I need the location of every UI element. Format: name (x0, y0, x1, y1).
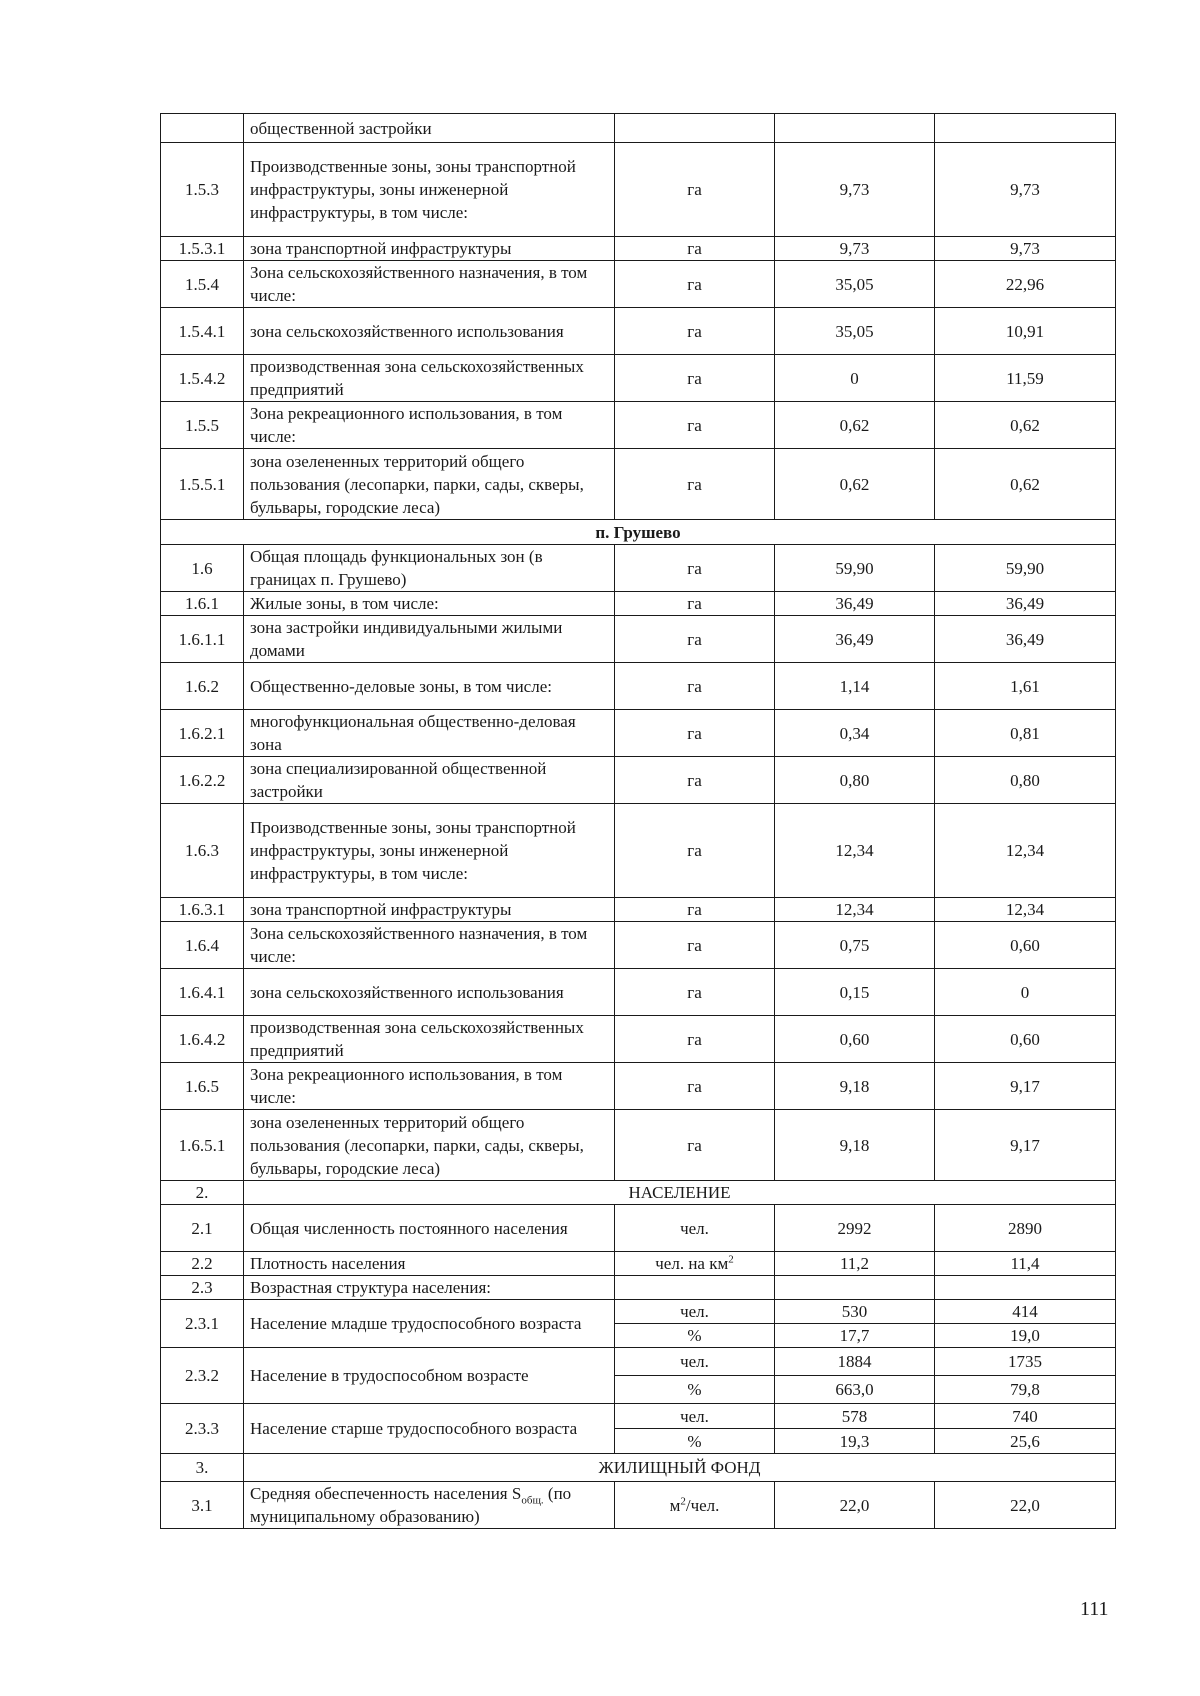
value-col-1: 0,60 (775, 1016, 935, 1063)
row-unit: % (615, 1324, 775, 1348)
value-col-1: 0,75 (775, 922, 935, 969)
row-number: 1.6.3.1 (161, 898, 244, 922)
value-col-1: 663,0 (775, 1376, 935, 1404)
row-name (244, 898, 615, 922)
row-number: 1.5.3 (161, 143, 244, 237)
row-unit-text: га (687, 1135, 702, 1155)
value-col-2 (935, 114, 1116, 143)
value-col-1: 0,15 (775, 969, 935, 1016)
section-row (161, 520, 1116, 545)
row-name (244, 616, 615, 663)
value-col-1: 0,62 (775, 402, 935, 449)
row-unit-text: га (687, 723, 702, 743)
row-unit-text-after: /чел. (685, 1495, 720, 1515)
row-name-text: зона застройки индивидуальными жилыми домами (250, 618, 563, 660)
row-unit-text: га (687, 368, 702, 388)
row-name (244, 114, 615, 143)
row-unit-text: га (687, 558, 702, 578)
row-name-text: Возрастная структура населения: (250, 1278, 491, 1297)
row-name (244, 1252, 615, 1276)
table-row (161, 1252, 1116, 1276)
row-unit: чел. (615, 1300, 775, 1324)
row-name-text: производственная зона сельскохозяйственных предприятий (250, 1018, 584, 1060)
row-unit (615, 757, 775, 804)
row-unit (615, 308, 775, 355)
value-col-2 (935, 1276, 1116, 1300)
row-number: 1.6.1 (161, 592, 244, 616)
row-number: 2.3.1 (161, 1300, 244, 1348)
row-number: 1.5.4.2 (161, 355, 244, 402)
row-unit (615, 1252, 775, 1276)
table-row (161, 969, 1116, 1016)
row-unit (615, 237, 775, 261)
row-unit (615, 898, 775, 922)
table-row (161, 1348, 1116, 1376)
table-row (161, 1205, 1116, 1252)
value-col-1: 1884 (775, 1348, 935, 1376)
table-row (161, 261, 1116, 308)
row-unit (615, 261, 775, 308)
row-unit-text: га (687, 770, 702, 790)
table-row (161, 1276, 1116, 1300)
row-number: 1.6.4.1 (161, 969, 244, 1016)
row-name: Население в трудоспособном возрасте (244, 1348, 615, 1404)
row-name-text: производственная зона сельскохозяйственных предприятий (250, 357, 584, 399)
value-col-1 (775, 114, 935, 143)
row-name-text: Зона сельскохозяйственного назначения, в том числе: (250, 924, 588, 966)
row-number: 1.5.5 (161, 402, 244, 449)
row-name (244, 710, 615, 757)
row-unit-text: га (687, 676, 702, 696)
value-col-2: 9,17 (935, 1063, 1116, 1110)
row-name-text: Зона рекреационного использования, в том числе: (250, 404, 563, 446)
row-number: 1.5.4 (161, 261, 244, 308)
row-unit-superscript: 2 (728, 1253, 734, 1266)
value-col-2: 11,4 (935, 1252, 1116, 1276)
row-unit: % (615, 1429, 775, 1454)
table-row (161, 1110, 1116, 1181)
value-col-2: 36,49 (935, 616, 1116, 663)
row-unit (615, 663, 775, 710)
value-col-2: 9,73 (935, 143, 1116, 237)
row-name (244, 355, 615, 402)
row-name (244, 1482, 615, 1529)
row-unit: чел. (615, 1404, 775, 1429)
row-name-text: Общая площадь функциональных зон (в границах п. Грушево) (250, 547, 543, 589)
value-col-2: 414 (935, 1300, 1116, 1324)
value-col-2: 79,8 (935, 1376, 1116, 1404)
value-col-1: 35,05 (775, 261, 935, 308)
row-number: 2.3.2 (161, 1348, 244, 1404)
indicators-table (160, 113, 1116, 1529)
row-name (244, 1016, 615, 1063)
heading-row (161, 1454, 1116, 1482)
value-col-2: 36,49 (935, 592, 1116, 616)
value-col-1: 11,2 (775, 1252, 935, 1276)
row-number: 1.6.5 (161, 1063, 244, 1110)
value-col-2: 19,0 (935, 1324, 1116, 1348)
value-col-2: 22,96 (935, 261, 1116, 308)
row-unit-text: га (687, 900, 702, 919)
value-col-1: 59,90 (775, 545, 935, 592)
row-unit (615, 1016, 775, 1063)
row-name-text: зона специализированной общественной застройки (250, 759, 547, 801)
row-name-text: зона сельскохозяйственного использования (250, 982, 564, 1002)
row-name (244, 143, 615, 237)
value-col-1 (775, 1276, 935, 1300)
table-row (161, 237, 1116, 261)
row-unit-text: га (687, 415, 702, 435)
table-row (161, 1482, 1116, 1529)
row-unit-text: чел. (680, 1218, 709, 1238)
row-unit-text: га (687, 1029, 702, 1049)
value-col-1: 9,18 (775, 1063, 935, 1110)
table-row (161, 355, 1116, 402)
row-unit-text: га (687, 1076, 702, 1096)
row-number: 1.6.2.2 (161, 757, 244, 804)
row-name (244, 757, 615, 804)
table-row (161, 616, 1116, 663)
row-unit (615, 1063, 775, 1110)
row-unit-text: га (687, 629, 702, 649)
row-unit (615, 545, 775, 592)
row-unit-text: га (687, 474, 702, 494)
row-unit (615, 355, 775, 402)
row-unit-text: га (687, 180, 702, 199)
value-col-1: 36,49 (775, 616, 935, 663)
value-col-1: 1,14 (775, 663, 935, 710)
row-unit (615, 710, 775, 757)
row-name-text: Средняя обеспеченность населения S (250, 1484, 522, 1503)
row-name-text: зона транспортной инфраструктуры (250, 239, 512, 258)
row-name (244, 1063, 615, 1110)
row-unit-text: га (687, 935, 702, 955)
heading-title: ЖИЛИЩНЫЙ ФОНД (244, 1454, 1116, 1482)
row-unit (615, 1482, 775, 1529)
row-unit-text: чел. на км (655, 1254, 729, 1273)
row-name (244, 402, 615, 449)
value-col-1: 19,3 (775, 1429, 935, 1454)
value-col-1: 36,49 (775, 592, 935, 616)
value-col-2: 0,80 (935, 757, 1116, 804)
row-unit: чел. (615, 1348, 775, 1376)
row-unit (615, 143, 775, 237)
row-name-text: Производственные зоны, зоны транспортной инфраструктуры, зоны инженерной инфраструктуры, в том числе: (250, 157, 576, 222)
table-row (161, 1404, 1116, 1429)
row-unit (615, 1276, 775, 1300)
table-row (161, 449, 1116, 520)
value-col-1: 0,62 (775, 449, 935, 520)
row-number: 2.1 (161, 1205, 244, 1252)
row-unit (615, 114, 775, 143)
row-name-text: зона озелененных территорий общего пользования (лесопарки, парки, сады, скверы, бульвары, городские леса) (250, 451, 584, 517)
row-unit-text: га (687, 239, 702, 258)
row-name (244, 922, 615, 969)
row-unit-text: м (669, 1495, 681, 1515)
table-row (161, 757, 1116, 804)
value-col-2: 10,91 (935, 308, 1116, 355)
table-row (161, 114, 1116, 143)
value-col-1: 17,7 (775, 1324, 935, 1348)
table-row (161, 922, 1116, 969)
row-name-text: Общая численность постоянного населения (250, 1218, 568, 1238)
value-col-2: 0,62 (935, 402, 1116, 449)
row-number: 1.6 (161, 545, 244, 592)
row-name (244, 237, 615, 261)
row-number: 1.6.3 (161, 804, 244, 898)
row-unit-superscript: 2 (680, 1494, 686, 1507)
value-col-2: 22,0 (935, 1482, 1116, 1529)
table-row (161, 663, 1116, 710)
table-row (161, 402, 1116, 449)
indicators-table-body (161, 114, 1116, 1529)
row-name: Население старше трудоспособного возраста (244, 1404, 615, 1454)
row-name-text: зона сельскохозяйственного использования (250, 321, 564, 341)
value-col-1: 0,80 (775, 757, 935, 804)
row-name: Население младше трудоспособного возраста (244, 1300, 615, 1348)
value-col-2: 0,81 (935, 710, 1116, 757)
row-number: 1.6.2.1 (161, 710, 244, 757)
value-col-1: 12,34 (775, 898, 935, 922)
value-col-2: 1,61 (935, 663, 1116, 710)
row-name-text: Плотность населения (250, 1254, 406, 1273)
value-col-2: 2890 (935, 1205, 1116, 1252)
row-number: 1.6.4.2 (161, 1016, 244, 1063)
table-row (161, 1063, 1116, 1110)
row-unit (615, 592, 775, 616)
value-col-1: 22,0 (775, 1482, 935, 1529)
row-number: 3. (161, 1454, 244, 1482)
row-name (244, 308, 615, 355)
value-col-1: 9,73 (775, 237, 935, 261)
value-col-1: 578 (775, 1404, 935, 1429)
row-unit (615, 969, 775, 1016)
row-name (244, 804, 615, 898)
row-name-text: Жилые зоны, в том числе: (250, 594, 439, 613)
row-name (244, 449, 615, 520)
value-col-1: 9,73 (775, 143, 935, 237)
value-col-1: 12,34 (775, 804, 935, 898)
value-col-2: 1735 (935, 1348, 1116, 1376)
value-col-1: 2992 (775, 1205, 935, 1252)
row-number: 2.3 (161, 1276, 244, 1300)
row-unit-text: га (687, 982, 702, 1002)
row-unit: % (615, 1376, 775, 1404)
row-unit-text: га (687, 594, 702, 613)
row-unit-text: га (687, 274, 702, 294)
row-name-text: Общественно-деловые зоны, в том числе: (250, 676, 552, 696)
row-name-text: зона транспортной инфраструктуры (250, 900, 512, 919)
row-number: 2. (161, 1181, 244, 1205)
row-number (161, 114, 244, 143)
row-name-text: многофункциональная общественно-деловая зона (250, 712, 576, 754)
value-col-2: 0,60 (935, 922, 1116, 969)
table-row (161, 804, 1116, 898)
row-number: 1.5.3.1 (161, 237, 244, 261)
value-col-1: 35,05 (775, 308, 935, 355)
row-name (244, 1276, 615, 1300)
row-number: 2.2 (161, 1252, 244, 1276)
page-number: 111 (1080, 1598, 1109, 1620)
row-name-text: общественной застройки (250, 118, 432, 138)
row-name (244, 969, 615, 1016)
row-unit (615, 922, 775, 969)
value-col-1: 530 (775, 1300, 935, 1324)
heading-title: НАСЕЛЕНИЕ (244, 1181, 1116, 1205)
table-row (161, 898, 1116, 922)
row-name-text: Зона рекреационного использования, в том числе: (250, 1065, 563, 1107)
value-col-1: 9,18 (775, 1110, 935, 1181)
row-number: 1.5.4.1 (161, 308, 244, 355)
table-row (161, 545, 1116, 592)
table-row (161, 592, 1116, 616)
value-col-2: 0,60 (935, 1016, 1116, 1063)
value-col-2: 12,34 (935, 898, 1116, 922)
row-number: 2.3.3 (161, 1404, 244, 1454)
row-name (244, 1110, 615, 1181)
row-name (244, 1205, 615, 1252)
value-col-1: 0 (775, 355, 935, 402)
row-name-text: зона озелененных территорий общего пользования (лесопарки, парки, сады, скверы, бульвары, городские леса) (250, 1112, 584, 1178)
table-row (161, 710, 1116, 757)
row-number: 1.5.5.1 (161, 449, 244, 520)
value-col-2: 0 (935, 969, 1116, 1016)
row-name (244, 592, 615, 616)
row-number: 3.1 (161, 1482, 244, 1529)
value-col-2: 11,59 (935, 355, 1116, 402)
row-unit-text: га (687, 841, 702, 860)
table-row (161, 1300, 1116, 1324)
value-col-2: 25,6 (935, 1429, 1116, 1454)
row-unit (615, 1110, 775, 1181)
row-name-subscript: общ. (521, 1494, 544, 1507)
value-col-2: 9,17 (935, 1110, 1116, 1181)
row-name-text: Производственные зоны, зоны транспортной инфраструктуры, зоны инженерной инфраструктуры, в том числе: (250, 818, 576, 883)
table-row (161, 1016, 1116, 1063)
row-name-text-after: (по муниципальному образованию) (250, 1484, 572, 1526)
section-title: п. Грушево (161, 520, 1116, 545)
row-number: 1.6.1.1 (161, 616, 244, 663)
row-unit-text: га (687, 321, 702, 341)
row-name (244, 545, 615, 592)
row-unit (615, 449, 775, 520)
row-number: 1.6.5.1 (161, 1110, 244, 1181)
row-number: 1.6.2 (161, 663, 244, 710)
row-number: 1.6.4 (161, 922, 244, 969)
row-name (244, 261, 615, 308)
value-col-1: 0,34 (775, 710, 935, 757)
row-name (244, 663, 615, 710)
heading-row (161, 1181, 1116, 1205)
row-unit (615, 804, 775, 898)
table-row (161, 308, 1116, 355)
value-col-2: 740 (935, 1404, 1116, 1429)
row-name-text: Зона сельскохозяйственного назначения, в том числе: (250, 263, 588, 305)
value-col-2: 12,34 (935, 804, 1116, 898)
row-unit (615, 1205, 775, 1252)
value-col-2: 9,73 (935, 237, 1116, 261)
row-unit (615, 402, 775, 449)
row-unit (615, 616, 775, 663)
table-row (161, 143, 1116, 237)
value-col-2: 0,62 (935, 449, 1116, 520)
value-col-2: 59,90 (935, 545, 1116, 592)
